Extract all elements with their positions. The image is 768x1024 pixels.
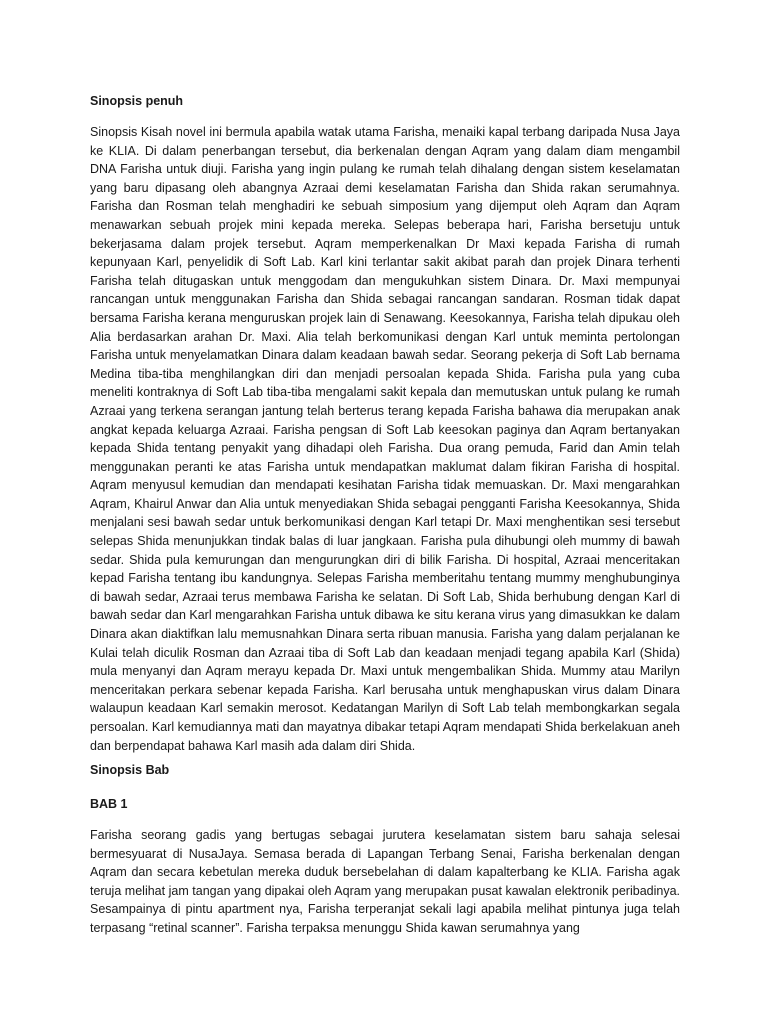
section-heading-chapter-synopsis: Sinopsis Bab — [90, 763, 170, 777]
chapter-1-heading: BAB 1 — [90, 797, 128, 811]
full-synopsis-paragraph: Sinopsis Kisah novel ini bermula apabila watak utama Farisha, menaiki kapal terbang daripada Nusa Jaya ke KLIA. Di dalam penerbangan tersebut, dia berkenalan dengan Aqram yang dalam diam mengambil DNA Farisha untuk diuji. Farisha yang ingin pulang ke rumah telah dihalang dengan sistem keselamatan yang baru dipasang oleh abangnya Azraai demi keselamatan Farisha dan Shida rakan serumahnya. Farisha dan Rosman telah menghadiri ke sebuah simposium yang dijemput oleh Aqram dan Aqram menawarkan sebuah projek mini kepada mereka. Selepas beberapa hari, Farisha bersetuju untuk bekerjasama dalam projek tersebut. Aqram memperkenalkan Dr Maxi kepada Farisha di rumah kepunyaan Karl, penyelidik di Soft Lab. Karl kini terlantar sakit akibat parah dan projek Dinara terhenti Farisha telah ditugaskan untuk menggodam dan mengukuhkan sistem Dinara. Dr. Maxi mempunyai rancangan untuk menggunakan Farisha dan Shida sebagai rancangan sandaran. Rosman tidak dapat bersama Farisha kerana menguruskan projek lain di Senawang. Keesokannya, Farisha telah dipukau oleh Alia berdasarkan arahan Dr. Maxi. Alia telah berkomunikasi dengan Karl untuk meminta pertolongan Farisha untuk menyelamatkan Dinara dalam keadaan bawah sedar. Seorang pekerja di Soft Lab bernama Medina tiba-tiba menghilangkan diri dan menjadi persoalan kepada Shida. Farisha pula yang cuba meneliti kontraknya di Soft Lab tiba-tiba mengalami sakit kepala dan memutuskan untuk pulang ke rumah Azraai yang terkena serangan jantung telah berterus terang kepada Farisha bahawa dia merupakan anak angkat kepada keluarga Azraai. Farisha pengsan di Soft Lab keesokan paginya dan Aqram bertanyakan kepada Shida tentang penyakit yang dihadapi oleh Farisha. Dua orang pemuda, Farid dan Amin telah menggunakan peranti ke atas Farisha untuk mendapatkan maklumat dalam fikiran Farisha di hospital. Aqram menyusul kemudian dan mendapati kesihatan Farisha tidak memuaskan. Dr. Maxi mengarahkan Aqram, Khairul Anwar dan Alia untuk menyediakan Shida sebagai pengganti Farisha Keesokannya, Shida menjalani sesi bawah sedar untuk berkomunikasi dengan Karl tetapi Dr. Maxi menghentikan sesi tersebut selepas Shida menunjukkan tindak balas di luar jangkaan. Farisha pula dihubungi oleh mummy di bawah sedar. Shida pula kemurungan dan mengurungkan diri di bilik Farisha. Di hospital, Azraai menceritakan kepad Farisha tentang ibu kandungnya. Selepas Farisha memberitahu tentang mummy menghubunginya di bawah sedar, Azraai terus membawa Farisha ke selatan. Di Soft Lab, Shida berhubung dengan Karl di bawah sedar dan Karl mengarahkan Farisha untuk dibawa ke situ kerana virus yang dimasukkan ke dalam Dinara akan diaktifkan lalu memusnahkan Dinara serta ribuan manusia. Farisha yang dalam perjalanan ke Kulai telah diculik Rosman dan Azraai tiba di Soft Lab dan keadaan menjadi tegang apabila Karl (Shida) mula menyanyi dan Aqram merayu kepada Dr. Maxi untuk mengembalikan Shida. Mummy atau Marilyn menceritakan perkara sebenar kepada Farisha. Karl berusaha untuk menghapuskan virus dalam Dinara walaupun keadaan Karl semakin merosot. Kedatangan Marilyn di Soft Lab telah membongkarkan segala persoalan. Karl kemudiannya mati dan mayatnya dibakar tetapi Aqram mendapati Shida berkelakuan aneh dan berpendapat bahawa Karl masih ada dalam diri Shida. — [90, 125, 680, 753]
chapter-1-paragraph: Farisha seorang gadis yang bertugas sebagai jurutera keselamatan sistem baru sahaja selesai bermesyuarat di NusaJaya. Semasa berada di Lapangan Terbang Senai, Farisha berkenalan dengan Aqram dan secara kebetulan mereka duduk bersebelahan di dalam kapalterbang ke KLIA. Farisha agak teruja melihat jam tangan yang dipakai oleh Aqram yang merupakan pusat kawalan elektronik peribadinya. Sesampainya di pintu apartment nya, Farisha terperanjat sekali lagi apabila melihat pintunya juga telah terpasang “retinal scanner”. Farisha terpaksa menunggu Shida kawan serumahnya yang — [90, 828, 680, 935]
section-heading-full-synopsis: Sinopsis penuh — [90, 94, 184, 108]
